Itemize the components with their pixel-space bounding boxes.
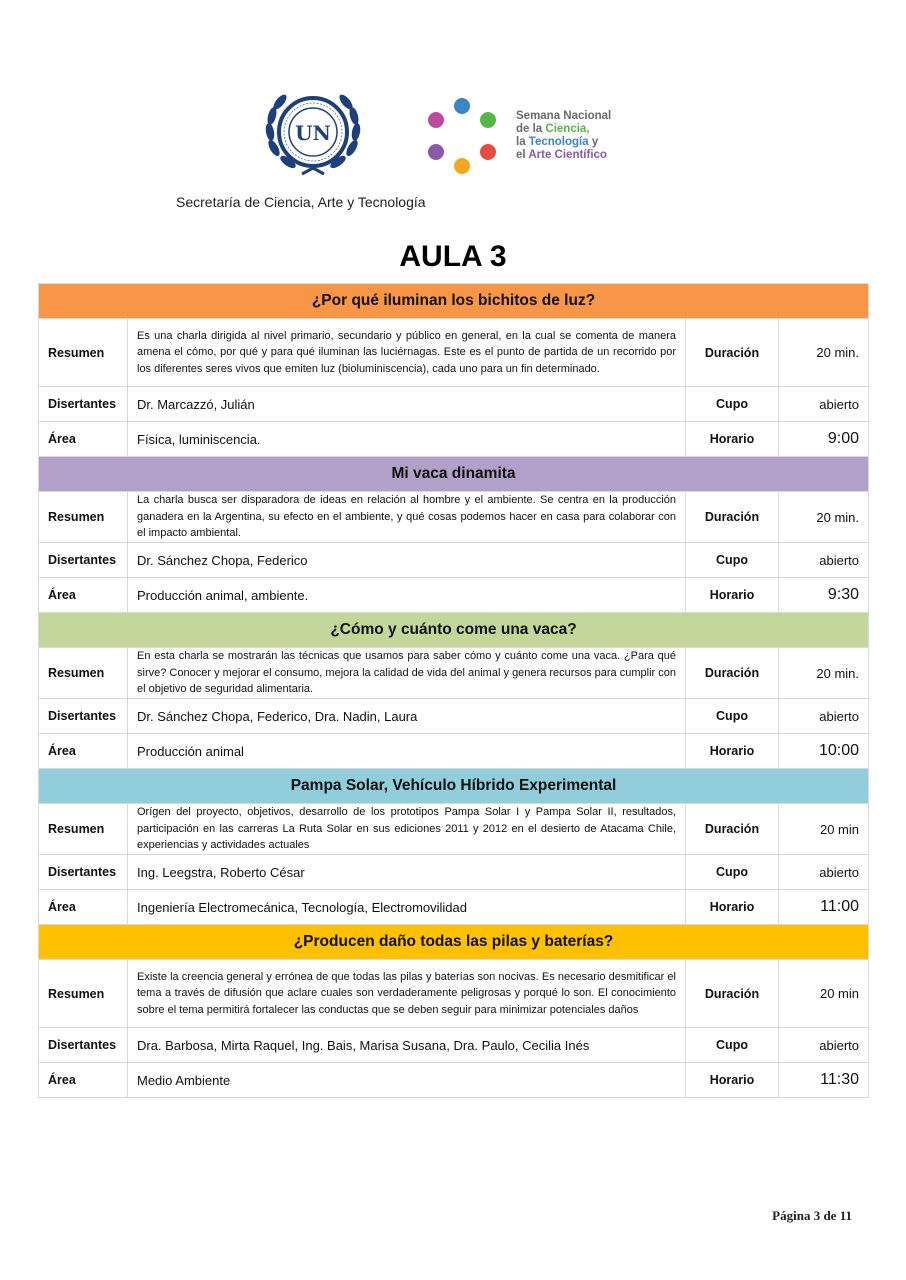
semana-line-4: el Arte Científico [516, 149, 607, 161]
talk-title: Mi vaca dinamita [39, 457, 869, 492]
talk-disertantes-row [39, 1028, 869, 1063]
horario-value: 11:00 [779, 890, 869, 925]
resumen-label: Resumen [39, 492, 128, 543]
disertantes-value: Dr. Marcazzó, Julián [128, 387, 686, 422]
resumen-text: Existe la creencia general y errónea de que todas las pilas y baterías son nocivas. Es necesario desmitificar el tema a través de difusión que aclare cuales son verdaderamente peligrosas y porqué lo son. El conocimiento sobre el tema permitirá fortalecer las conductas que se deben seguir para minimizar potenciales daños [128, 960, 686, 1028]
talk-title-row [39, 613, 869, 648]
semana-line-3: la Tecnología y [516, 136, 599, 148]
secretaria-caption: Secretaría de Ciencia, Arte y Tecnología [176, 194, 426, 210]
cupo-value: abierto [779, 1028, 869, 1063]
duracion-label: Duración [686, 492, 779, 543]
horario-value: 10:00 [779, 734, 869, 769]
area-label: Área [39, 578, 128, 613]
talk-resumen-row [39, 804, 869, 855]
cupo-value: abierto [779, 387, 869, 422]
talk-disertantes-row [39, 387, 869, 422]
talk-area-row [39, 890, 869, 925]
talk-resumen-row [39, 319, 869, 387]
area-value: Producción animal, ambiente. [128, 578, 686, 613]
horario-value: 9:00 [779, 422, 869, 457]
duracion-value: 20 min. [779, 319, 869, 387]
area-label: Área [39, 734, 128, 769]
area-label: Área [39, 1063, 128, 1098]
talk-area-row [39, 422, 869, 457]
cupo-value: abierto [779, 543, 869, 578]
svg-text:UN: UN [295, 121, 331, 145]
university-seal-logo [262, 88, 364, 180]
area-value: Ingeniería Electromecánica, Tecnología, Electromovilidad [128, 890, 686, 925]
schedule-table [38, 283, 869, 1098]
cupo-value: abierto [779, 855, 869, 890]
talk-disertantes-row [39, 543, 869, 578]
duracion-value: 20 min [779, 804, 869, 855]
horario-value: 9:30 [779, 578, 869, 613]
duracion-label: Duración [686, 804, 779, 855]
area-label: Área [39, 422, 128, 457]
disertantes-value: Ing. Leegstra, Roberto César [128, 855, 686, 890]
duracion-label: Duración [686, 648, 779, 699]
horario-label: Horario [686, 578, 779, 613]
semana-line-2: de la Ciencia, [516, 123, 590, 135]
resumen-text: La charla busca ser disparadora de ideas en relación al hombre y el ambiente. Se centra en la producción ganadera en la Argentina, su efecto en el ambiente, y qué cosas podemos hacer en casa para colaborar con el impacto ambiental. [128, 492, 686, 543]
resumen-text: En esta charla se mostrarán las técnicas que usamos para saber cómo y cuánto come una vaca. ¿Para qué sirve? Conocer y mejorar el consumo, mejora la calidad de vida del animal y genera recursos para cumplir con el objetivo de seguridad alimentaria. [128, 648, 686, 699]
talk-title: ¿Por qué iluminan los bichitos de luz? [39, 284, 869, 319]
resumen-label: Resumen [39, 960, 128, 1028]
resumen-label: Resumen [39, 319, 128, 387]
area-label: Área [39, 890, 128, 925]
area-value: Física, luminiscencia. [128, 422, 686, 457]
talk-title: ¿Cómo y cuánto come una vaca? [39, 613, 869, 648]
talk-disertantes-row [39, 855, 869, 890]
talk-title-row [39, 457, 869, 492]
talk-title: ¿Producen daño todas las pilas y baterías? [39, 925, 869, 960]
semana-ciencia-logo [414, 92, 654, 178]
talk-area-row [39, 578, 869, 613]
cupo-label: Cupo [686, 387, 779, 422]
talk-title-row [39, 769, 869, 804]
resumen-label: Resumen [39, 648, 128, 699]
disertantes-label: Disertantes [39, 855, 128, 890]
cupo-label: Cupo [686, 855, 779, 890]
resumen-label: Resumen [39, 804, 128, 855]
talk-resumen-row [39, 960, 869, 1028]
duracion-value: 20 min. [779, 492, 869, 543]
cupo-label: Cupo [686, 543, 779, 578]
talk-title-row [39, 925, 869, 960]
page-title: AULA 3 [399, 240, 507, 273]
horario-label: Horario [686, 422, 779, 457]
talk-title-row [39, 284, 869, 319]
disertantes-value: Dr. Sánchez Chopa, Federico, Dra. Nadin, Laura [128, 699, 686, 734]
talk-area-row [39, 734, 869, 769]
disertantes-label: Disertantes [39, 543, 128, 578]
resumen-text: Orígen del proyecto, objetivos, desarrollo de los prototipos Pampa Solar I y Pampa Solar II, resultados, participación en las carreras La Ruta Solar en sus ediciones 2011 y 2012 en el desierto de Atacama Chile, experiencias y actividades actuales [128, 804, 686, 855]
disertantes-value: Dr. Sánchez Chopa, Federico [128, 543, 686, 578]
disertantes-label: Disertantes [39, 699, 128, 734]
talk-resumen-row [39, 492, 869, 543]
resumen-text: Es una charla dirigida al nivel primario, secundario y público en general, en la cual se comenta de manera amena el cómo, por qué y para qué iluminan las luciérnagas. Este es el punto de partida de un recorrido por los diferentes seres vivos que emiten luz (bioluminiscencia), cada uno para un fin determinado. [128, 319, 686, 387]
area-value: Medio Ambiente [128, 1063, 686, 1098]
disertantes-label: Disertantes [39, 1028, 128, 1063]
talk-title: Pampa Solar, Vehículo Híbrido Experimental [39, 769, 869, 804]
duracion-value: 20 min. [779, 648, 869, 699]
cupo-value: abierto [779, 699, 869, 734]
talk-area-row [39, 1063, 869, 1098]
cupo-label: Cupo [686, 699, 779, 734]
page-number: Página 3 de 11 [772, 1208, 852, 1223]
disertantes-label: Disertantes [39, 387, 128, 422]
disertantes-value: Dra. Barbosa, Mirta Raquel, Ing. Bais, Marisa Susana, Dra. Paulo, Cecilia Inés [128, 1028, 686, 1063]
duracion-label: Duración [686, 319, 779, 387]
semana-logo-text [516, 110, 611, 162]
talk-resumen-row [39, 648, 869, 699]
horario-label: Horario [686, 890, 779, 925]
horario-label: Horario [686, 1063, 779, 1098]
duracion-label: Duración [686, 960, 779, 1028]
cupo-label: Cupo [686, 1028, 779, 1063]
semana-line-1: Semana Nacional [516, 110, 612, 122]
duracion-value: 20 min [779, 960, 869, 1028]
header-logos [262, 88, 642, 188]
horario-label: Horario [686, 734, 779, 769]
horario-value: 11:30 [779, 1063, 869, 1098]
talk-disertantes-row [39, 699, 869, 734]
area-value: Producción animal [128, 734, 686, 769]
